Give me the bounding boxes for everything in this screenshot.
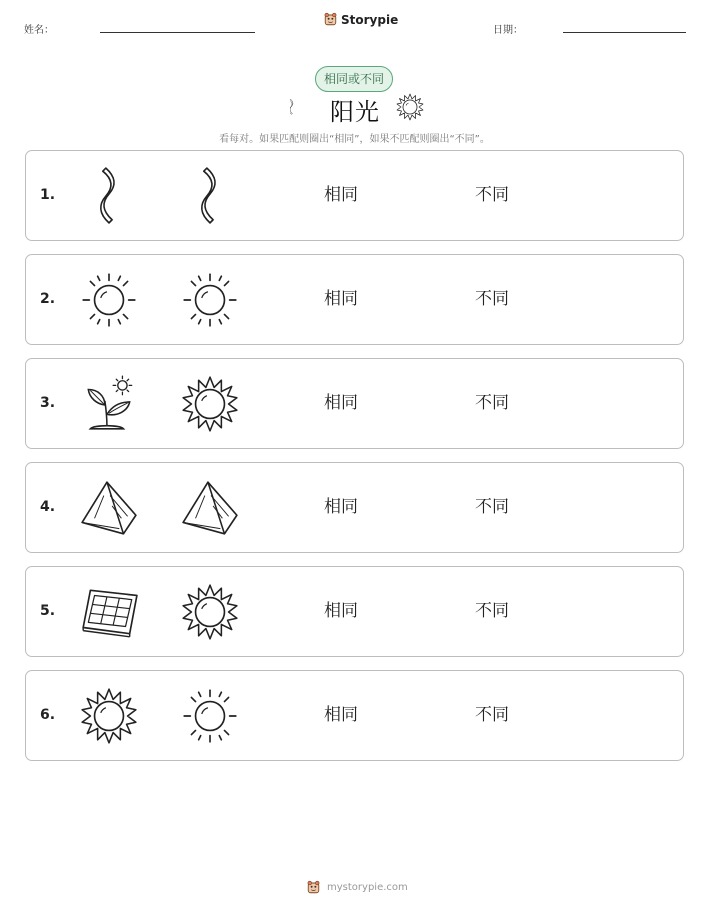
question-row-4 (25, 462, 684, 553)
question-number: 6. (40, 707, 56, 723)
question-row-5 (25, 566, 684, 657)
question-row-2 (25, 254, 684, 345)
different-option[interactable]: 不同 (475, 185, 509, 205)
question-number: 2. (40, 291, 56, 307)
footer-url[interactable]: mystorypie.com (327, 882, 408, 893)
question-row-1 (25, 150, 684, 241)
same-option[interactable]: 相同 (324, 289, 358, 309)
brand-name: Storypie (341, 12, 399, 27)
sun-rays-icon (179, 269, 241, 331)
different-option[interactable]: 不同 (475, 289, 509, 309)
date-label: 日期： (493, 25, 523, 36)
same-option[interactable]: 相同 (324, 497, 358, 517)
question-number: 3. (40, 395, 56, 411)
wave-icon (78, 165, 140, 227)
same-option[interactable]: 相同 (324, 185, 358, 205)
sun-icon (395, 92, 425, 122)
sprout-icon (78, 373, 140, 435)
solar-panel-icon (78, 581, 140, 643)
sun-rays-icon (78, 269, 140, 331)
wave-icon (179, 165, 241, 227)
worksheet-type-badge: 相同或不同 (315, 66, 393, 92)
question-number: 4. (40, 499, 56, 515)
different-option[interactable]: 不同 (475, 705, 509, 725)
different-option[interactable]: 不同 (475, 393, 509, 413)
wave-icon (290, 90, 310, 124)
same-option[interactable]: 相同 (324, 705, 358, 725)
mascot-icon (306, 880, 321, 895)
mascot-icon (323, 12, 338, 27)
sunflower-sun-icon (179, 581, 241, 643)
question-number: 5. (40, 603, 56, 619)
name-label: 姓名： (24, 25, 54, 36)
question-row-6 (25, 670, 684, 761)
same-option[interactable]: 相同 (324, 601, 358, 621)
sun-rays-icon (179, 685, 241, 747)
different-option[interactable]: 不同 (475, 601, 509, 621)
pyramid-icon (179, 477, 241, 539)
name-field[interactable] (100, 32, 255, 33)
pyramid-icon (78, 477, 140, 539)
sunflower-sun-icon (78, 685, 140, 747)
question-number: 1. (40, 187, 56, 203)
same-option[interactable]: 相同 (324, 393, 358, 413)
sunflower-sun-icon (179, 373, 241, 435)
instructions: 看每对。如果匹配则圈出“相同”，如果不匹配则圈出“不同”。 (219, 134, 490, 145)
page-title: 阳光 (330, 98, 380, 126)
footer (306, 880, 408, 895)
question-row-3 (25, 358, 684, 449)
date-field[interactable] (563, 32, 686, 33)
different-option[interactable]: 不同 (475, 497, 509, 517)
brand-logo (323, 12, 398, 27)
